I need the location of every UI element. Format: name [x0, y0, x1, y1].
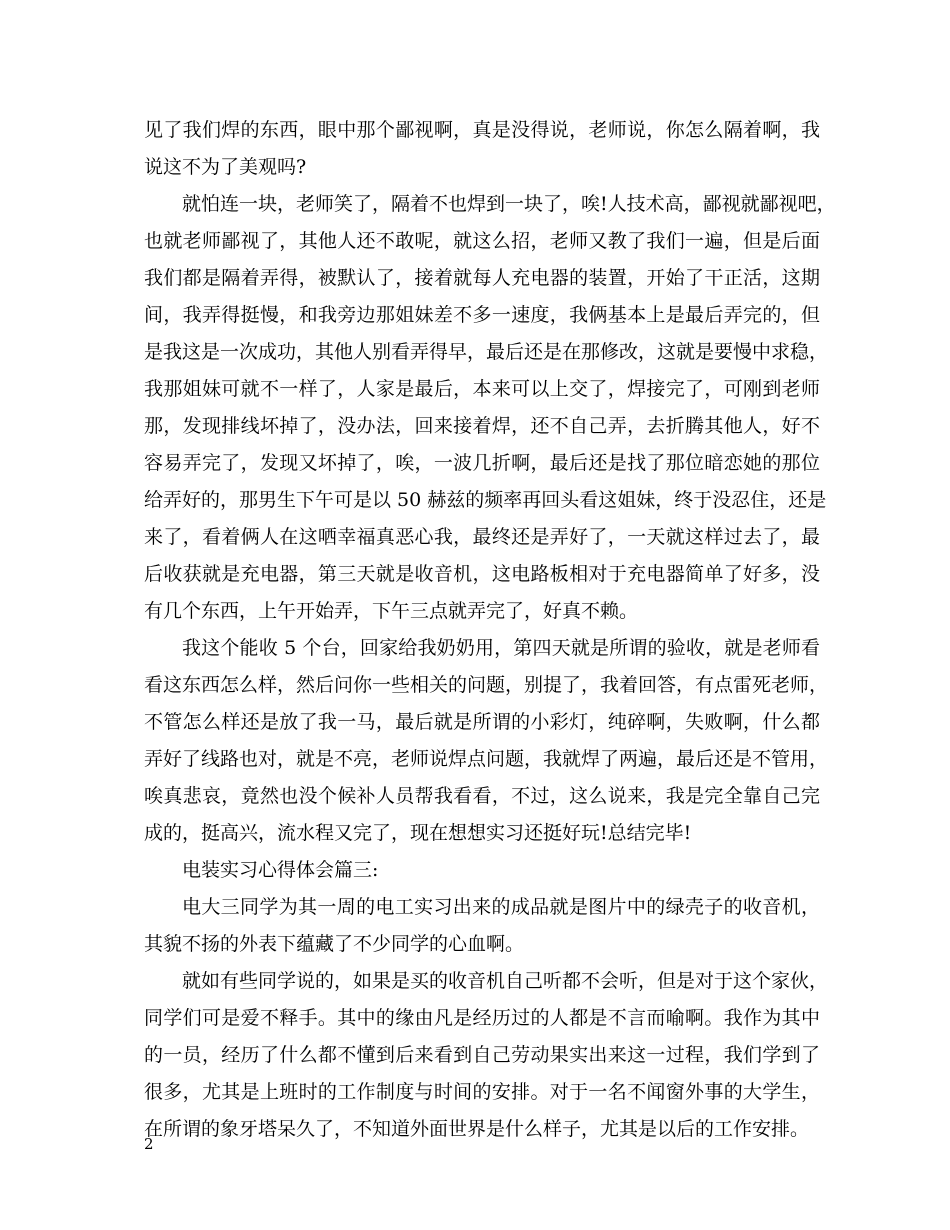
text-line: 弄好了线路也对，就是不亮，老师说焊点问题，我就焊了两遍，最后还是不管用， [144, 748, 829, 770]
text-line: 有几个东西，上午开始弄，下午三点就弄完了，好真不赖。 [144, 600, 639, 622]
paragraph-first-line: 就怕连一块，老师笑了，隔着不也焊到一块了，唉!人技术高，鄙视就鄙视吧， [182, 193, 836, 215]
text-line: 的一员，经历了什么都不懂到后来看到自己劳动果实出来这一过程，我们学到了 [144, 1044, 820, 1066]
paragraph-first-line: 就如有些同学说的，如果是买的收音机自己听都不会听，但是对于这个家伙， [182, 970, 829, 992]
text-line: 容易弄完了，发现又坏掉了，唉，一波几折啊，最后还是找了那位暗恋她的那位 [144, 452, 820, 474]
body-text [144, 112, 836, 1148]
text-line: 其貌不扬的外表下蕴藏了不少同学的心血啊。 [144, 933, 525, 955]
text-line: 我那姐妹可就不一样了，人家是最后，本来可以上交了，焊接完了，可刚到老师 [144, 378, 820, 400]
text-line: 很多，尤其是上班时的工作制度与时间的安排。对于一名不闻窗外事的大学生， [144, 1081, 820, 1103]
text-line: 说这不为了美观吗? [144, 156, 307, 178]
text-line: 见了我们焊的东西，眼中那个鄙视啊，真是没得说，老师说，你怎么隔着啊，我 [144, 119, 820, 141]
text-line: 成的，挺高兴，流水程又完了，现在想想实习还挺好玩!总结完毕! [144, 822, 692, 844]
page-number: 2 [144, 1135, 154, 1153]
paragraph-first-line: 电大三同学为其一周的电工实习出来的成品就是图片中的绿壳子的收音机， [182, 896, 820, 918]
text-line: 唉真悲哀，竟然也没个候补人员帮我看看，不过，这么说来，我是完全靠自己完 [144, 785, 820, 807]
text-line: 在所谓的象牙塔呆久了，不知道外面世界是什么样子，尤其是以后的工作安排。 [144, 1118, 810, 1140]
text-line: 间，我弄得挺慢，和我旁边那姐妹差不多一速度，我俩基本上是最后弄完的，但 [144, 304, 820, 326]
text-line: 那，发现排线坏掉了，没办法，回来接着焊，还不自己弄，去折腾其他人，好不 [144, 415, 820, 437]
text-line: 来了，看着俩人在这哂幸福真恶心我，最终还是弄好了，一天就这样过去了，最 [144, 526, 820, 548]
text-line: 不管怎么样还是放了我一马，最后就是所谓的小彩灯，纯碎啊，失败啊，什么都 [144, 711, 820, 733]
text-line: 也就老师鄙视了，其他人还不敢呢，就这么招，老师又教了我们一遍，但是后面 [144, 230, 820, 252]
text-line: 我们都是隔着弄得，被默认了，接着就每人充电器的装置，开始了干正活，这期 [144, 267, 820, 289]
text-line: 后收获就是充电器，第三天就是收音机，这电路板相对于充电器简单了好多，没 [144, 563, 820, 585]
text-line: 给弄好的，那男生下午可是以 50 赫兹的频率再回头看这姐妹，终于没忍住，还是 [144, 489, 827, 511]
paragraph-first-line: 我这个能收 5 个台，回家给我奶奶用，第四天就是所谓的验收，就是老师看 [182, 637, 820, 659]
text-line: 看这东西怎么样，然后问你一些相关的问题，别提了，我着回答，有点雷死老师， [144, 674, 829, 696]
text-line: 同学们可是爱不释手。其中的缘由凡是经历过的人都是不言而喻啊。我作为其中 [144, 1007, 820, 1029]
text-line: 是我这是一次成功，其他人别看弄得早，最后还是在那修改，这就是要慢中求稳， [144, 341, 829, 363]
section-heading: 电装实习心得体会篇三: [182, 859, 379, 881]
